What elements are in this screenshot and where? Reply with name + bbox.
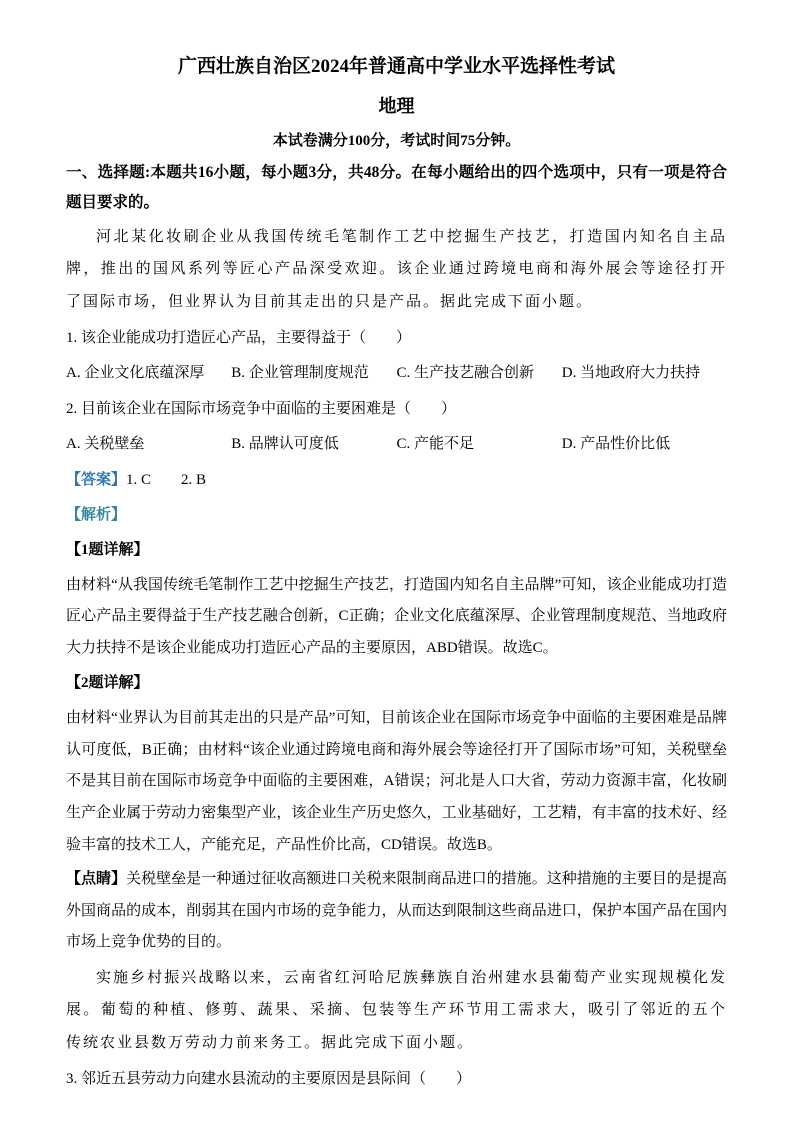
analysis-line-marker: 【解析】	[66, 507, 127, 524]
analysis-line	[66, 498, 727, 533]
detail-header-1: 【1题详解】	[66, 541, 149, 558]
document-body	[66, 52, 727, 1096]
tip-paragraph	[66, 864, 727, 959]
section-header: 一、选择题:本题共16小题，每小题3分，共48分。在每小题给出的四个选项中，只有一项是符合题目要求的。	[66, 163, 727, 211]
tip-paragraph-text: 关税壁垒是一种通过征收高额进口关税来限制商品进口的措施。这种措施的主要目的是提高外国商品的成本，削弱其在国内市场的竞争能力，从而达到限制这些商品进口，保护本国产品在国内市场上竞争优势的目的。	[66, 870, 727, 951]
analysis-paragraph-1: 由材料“从我国传统毛笔制作工艺中挖掘生产技艺，打造国内知名自主品牌”可知，该企业能成功打造匠心产品主要得益于生产技艺融合创新，C正确；企业文化底蕴深厚、企业管理制度规范、当地政府大力扶持不是该企业能成功打造匠心产品的主要原因，ABD错误。故选C。	[66, 576, 727, 657]
question-2-options-option: D. 产品性价比低	[561, 436, 671, 453]
answer-line	[66, 463, 727, 498]
question-1: 1. 该企业能成功打造匠心产品，主要得益于（ ）	[66, 329, 412, 346]
question-2-options	[66, 427, 727, 462]
material-paragraph-2: 实施乡村振兴战略以来，云南省红河哈尼族彝族自治州建水县葡萄产业实现规模化发展。葡萄的种植、修剪、蔬果、采摘、包装等生产环节用工需求大，吸引了邻近的五个传统农业县数万劳动力前来务工。据此完成下面小题。	[66, 970, 727, 1051]
detail-header-2: 【2题详解】	[66, 675, 149, 692]
exam-title: 广西壮族自治区2024年普通高中学业水平选择性考试	[177, 56, 615, 77]
exam-info: 本试卷满分100分，考试时间75分钟。	[272, 133, 521, 150]
exam-subject: 地理	[378, 96, 415, 117]
material-paragraph-1: 河北某化妆刷企业从我国传统毛笔制作工艺中挖掘生产技艺，打造国内知名自主品牌，推出的国风系列等匠心产品深受欢迎。该企业通过跨境电商和海外展会等途径打开了国际市场，但业界认为目前其走出的只是产品。据此完成下面小题。	[66, 229, 727, 310]
question-1-options-option: B. 企业管理制度规范	[231, 365, 369, 382]
question-2-options-option: A. 关税壁垒	[66, 436, 145, 453]
question-1-options-option: D. 当地政府大力扶持	[561, 365, 701, 382]
question-1-options	[66, 356, 727, 391]
answer-line-marker: 【答案】	[66, 471, 127, 488]
question-2-options-option: B. 品牌认可度低	[231, 436, 339, 453]
question-2-options-option: C. 产能不足	[396, 436, 475, 453]
question-1-options-option: A. 企业文化底蕴深厚	[66, 365, 205, 382]
question-3: 3. 邻近五县劳动力向建水县流动的主要原因是县际间（ ）	[66, 1070, 472, 1087]
tip-paragraph-marker: 【点睛】	[66, 870, 127, 887]
analysis-paragraph-2: 由材料“业界认为目前其走出的只是产品”可知，目前该企业在国际市场竞争中面临的主要困难是品牌认可度低，B正确；由材料“该企业通过跨境电商和海外展会等途径打开了国际市场”可知，关税壁垒不是其目前在国际市场竞争中面临的主要困难，A错误；河北是人口大省，劳动力资源丰富，化妆刷生产企业属于劳动力密集型产业，该企业生产历史悠久，工业基础好，工艺精，有丰富的技术好、经验丰富的技术工人，产能充足，产品性价比高，CD错误。故选B。	[66, 709, 727, 853]
question-2: 2. 目前该企业在国际市场竞争中面临的主要困难是（ ）	[66, 400, 457, 417]
answer-line-text: 1. C 2. B	[126, 471, 207, 488]
question-1-options-option: C. 生产技艺融合创新	[396, 365, 535, 382]
